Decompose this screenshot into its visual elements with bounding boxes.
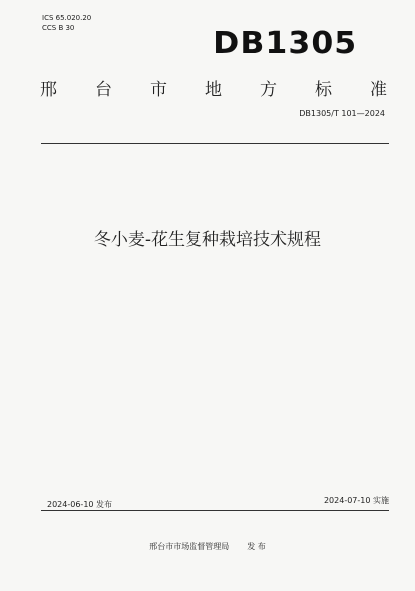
standard-code: DB1305/T 101—2024 (299, 109, 385, 118)
standard-type-char: 地 (205, 80, 222, 100)
issuer-line (0, 541, 415, 552)
standard-type-char: 标 (315, 80, 332, 100)
classification-codes (42, 13, 91, 33)
ccs-code: CCS B 30 (42, 24, 75, 32)
implementation-date: 2024-07-10 实施 (323, 496, 389, 505)
standard-type-char: 邢 (40, 80, 57, 100)
document-title: 冬小麦-花生复种栽培技术规程 (93, 230, 322, 250)
standard-type-heading (40, 75, 387, 100)
db-logo: DB1305 (212, 26, 357, 61)
issuing-authority: 邢台市市场监督管理局 (149, 542, 230, 551)
footer-divider (41, 510, 389, 511)
issue-word: 发 布 (247, 542, 266, 551)
standard-type-char: 市 (150, 80, 167, 100)
standard-type-char: 准 (370, 80, 387, 100)
header-divider (41, 143, 389, 144)
ics-code: ICS 65.020.20 (42, 14, 92, 22)
standard-type-char: 台 (95, 80, 112, 100)
standard-type-char: 方 (260, 80, 277, 100)
issue-date: 2024-06-10 发布 (47, 500, 113, 509)
